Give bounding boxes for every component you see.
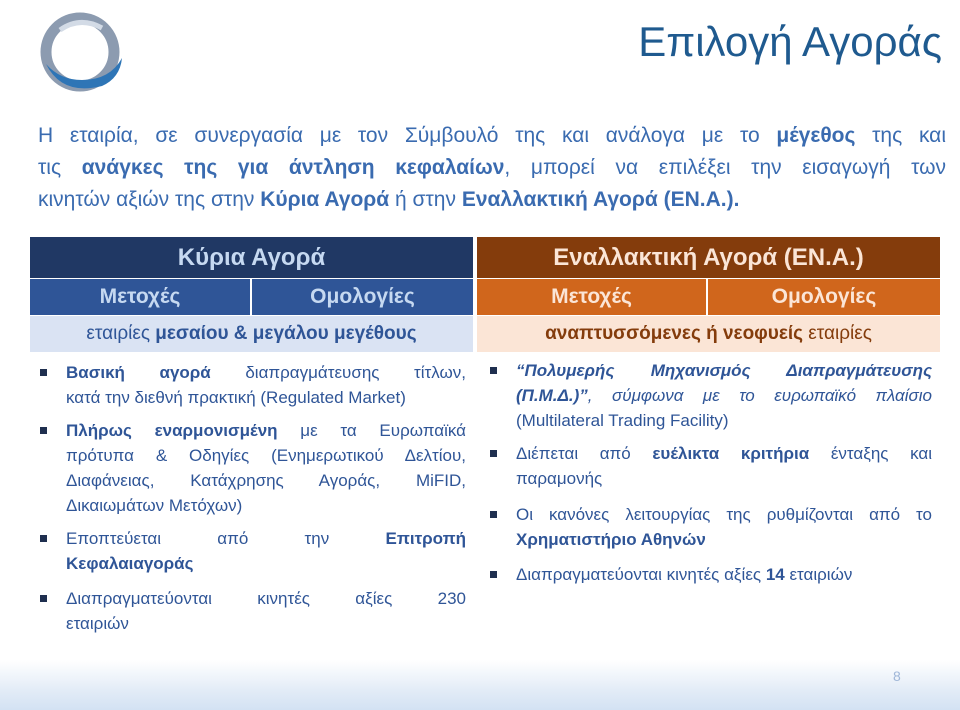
point-emphasis: Χρηματιστήριο Αθηνών <box>516 530 706 549</box>
square-bullet-icon <box>40 535 47 542</box>
point-emphasis: Επιτροπή <box>385 529 466 548</box>
logo-icon <box>32 6 128 98</box>
main-market-description <box>30 316 473 352</box>
point-text: με τα Ευρωπαϊκά <box>277 421 466 440</box>
intro-line <box>38 152 946 184</box>
intro-text: κινητών αξιών της στην <box>38 188 261 211</box>
intro-line <box>38 120 946 152</box>
point-text: Διέπεται από <box>516 444 653 463</box>
main-point <box>40 586 466 636</box>
intro-text: της και <box>855 124 946 147</box>
point-text: Διαπραγματεύονται κινητές αξίες <box>516 565 766 584</box>
main-desc-emphasis: μεσαίου & μεγάλου μεγέθους <box>155 323 417 344</box>
point-text: Δικαιωμάτων Μετόχων) <box>66 496 243 515</box>
alt-market-bonds: Ομολογίες <box>708 279 940 315</box>
point-text: ένταξης και <box>809 444 932 463</box>
main-point <box>40 360 466 410</box>
point-emphasis: Κεφαλαιαγοράς <box>66 554 194 573</box>
square-bullet-icon <box>40 595 47 602</box>
main-point <box>40 418 466 518</box>
point-emphasis: 14 <box>765 565 785 584</box>
main-desc-text: εταιρίες <box>86 323 156 344</box>
intro-text: Η εταιρία, σε συνεργασία με τον Σύμβουλό της και ανάλογα με το <box>38 124 777 147</box>
main-point <box>40 526 466 576</box>
alt-desc-emphasis: αναπτυσσόμενες ή νεοφυείς <box>545 323 804 344</box>
point-text: Οι κανόνες λειτουργίας της ρυθμίζονται από το <box>516 505 932 524</box>
point-text: διαπραγμάτευσης τίτλων, <box>210 363 466 382</box>
alt-market-header: Εναλλακτική Αγορά (ΕΝ.Α.) <box>477 237 940 278</box>
intro-text: τις <box>38 156 82 179</box>
alt-point <box>490 441 932 491</box>
point-text: παραμονής <box>516 469 603 488</box>
intro-paragraph <box>38 120 946 216</box>
main-market-shares: Μετοχές <box>30 279 250 315</box>
point-text: πρότυπα & Οδηγίες (Ενημερωτικού Δελτίου, <box>66 446 466 465</box>
square-bullet-icon <box>490 450 497 457</box>
main-market-header: Κύρια Αγορά <box>30 237 473 278</box>
point-emphasis: Βασική αγορά <box>66 363 211 382</box>
alt-desc-text: εταιρίες <box>803 323 872 344</box>
intro-line <box>38 184 946 216</box>
square-bullet-icon <box>40 427 47 434</box>
page-title: Επιλογή Αγοράς <box>638 18 942 65</box>
point-text: (Multilateral Trading Facility) <box>516 411 729 430</box>
intro-text: , μπορεί να επιλέξει την εισαγωγή των <box>504 156 947 179</box>
alt-point <box>490 358 932 433</box>
point-text: κατά την διεθνή πρακτική (Regulated Market) <box>66 388 406 407</box>
alt-point <box>490 502 932 552</box>
point-text: εταιριών <box>66 614 129 633</box>
square-bullet-icon <box>490 571 497 578</box>
point-emphasis: “Πολυμερής Μηχανισμός Διαπραγμάτευσης <box>516 361 932 380</box>
point-emphasis: Πλήρως εναρμονισμένη <box>66 421 278 440</box>
main-market-bonds: Ομολογίες <box>252 279 473 315</box>
intro-emphasis: μέγεθος <box>776 124 856 147</box>
page-number: 8 <box>893 668 901 684</box>
alt-market-shares: Μετοχές <box>477 279 706 315</box>
company-logo <box>32 6 128 98</box>
alt-market-description <box>477 316 940 352</box>
point-text: Εποπτεύεται από την <box>66 529 386 548</box>
point-text: Διαφάνειας, Κατάχρησης Αγοράς, MiFID, <box>66 471 466 490</box>
point-text: Διαπραγματεύονται κινητές αξίες 230 <box>66 589 466 608</box>
footer-band <box>0 660 960 710</box>
point-text: , σύμφωνα με το ευρωπαϊκό πλαίσιο <box>587 386 932 405</box>
point-text: εταιριών <box>784 565 853 584</box>
intro-emphasis: Κύρια Αγορά <box>260 188 390 211</box>
alt-point <box>490 562 932 587</box>
intro-emphasis: Εναλλακτική Αγορά (ΕΝ.Α.). <box>461 188 740 211</box>
point-emphasis: ευέλικτα κριτήρια <box>652 444 810 463</box>
square-bullet-icon <box>490 367 497 374</box>
square-bullet-icon <box>490 511 497 518</box>
intro-emphasis: ανάγκες της για άντληση κεφαλαίων <box>81 156 505 179</box>
point-emphasis: (Π.Μ.Δ.)” <box>516 386 588 405</box>
square-bullet-icon <box>40 369 47 376</box>
intro-text: ή στην <box>389 188 462 211</box>
